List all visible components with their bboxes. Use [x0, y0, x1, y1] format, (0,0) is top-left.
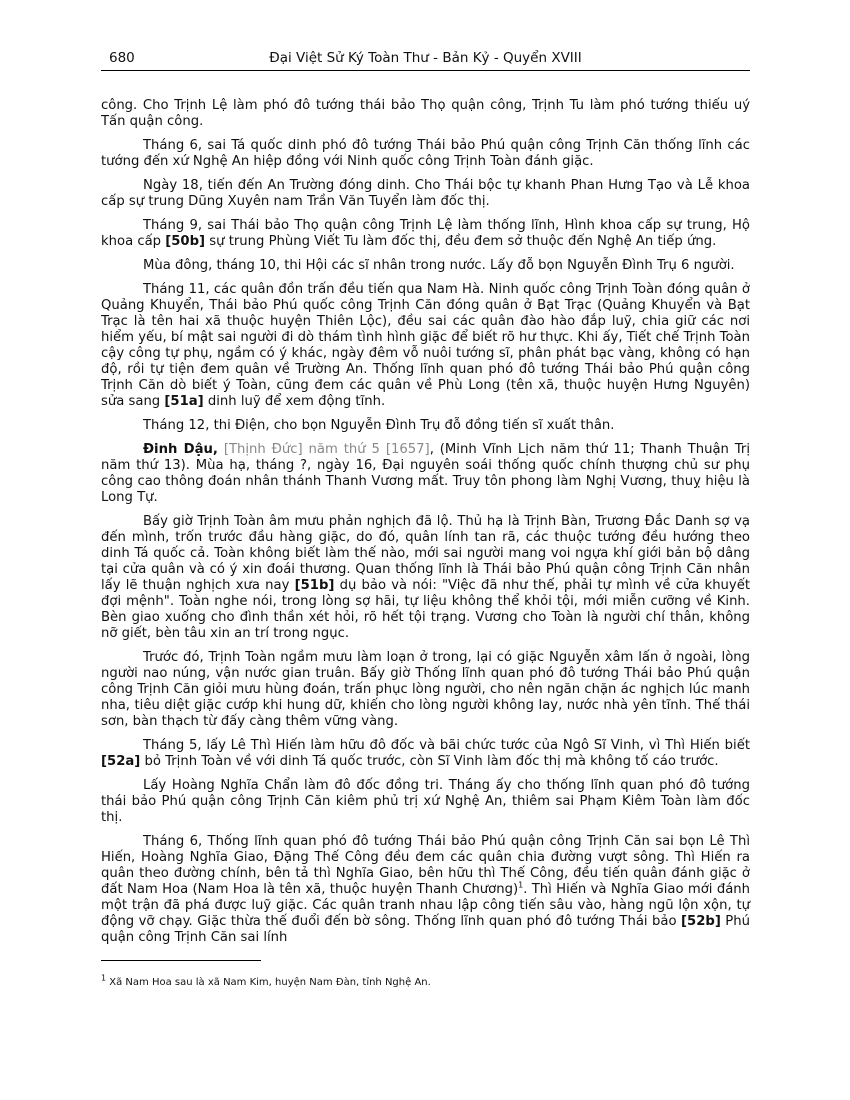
- paragraph-text: Tháng 11, các quân đồn trấn đều tiến qua Nam Hà. Ninh quốc công Trịnh Toàn đóng quân ở Quảng Khuyển, Thái bảo Phú quốc công Trịnh Căn đóng quân ở Bạt Trạc (Quảng Khuyển và Bạt Trạc là tên hai xã thuộc huyện Thiên Lộc), đều sai các quân đào hào đắp luỹ, chia giữ các nơi hiểm yếu, bí mật sai người đi dò thám tình hình giặc để biết rõ hư thực. Khi ấy, Tiết chế Trịnh Toàn cậy công tự phụ, ngầm có ý khác, ngày đêm vỗ nuôi tướng sĩ, phân phát bạc vàng, không có hạn độ, rồi tự tiện đem quân về Trường An. Thống lĩnh quan phó đô tướng Thái bảo Phú quận công Trịnh Căn dò biết ý Toàn, cũng đem các quân về Phù Long (tên xã, thuộc huyện Hưng Nguyên) sửa sang: [101, 282, 750, 409]
- paragraph-6: [101, 282, 750, 410]
- paragraph-4: [101, 218, 750, 250]
- folio-ref: [51b]: [294, 578, 335, 593]
- year-heading: Đinh Dậu,: [143, 442, 218, 457]
- running-title: Đại Việt Sử Ký Toàn Thư - Bản Kỷ - Quyển XVIII: [269, 50, 582, 66]
- paragraph-7: Tháng 12, thi Điện, cho bọn Nguyễn Đình Trụ đỗ đồng tiến sĩ xuất thân.: [143, 418, 615, 433]
- folio-ref: [50b]: [165, 234, 206, 249]
- page-number: 680: [109, 50, 135, 66]
- paragraph-text: Phú quận công Trịnh Căn sai lính: [101, 914, 750, 945]
- paragraph-9: [101, 514, 750, 642]
- paragraph-1: công. Cho Trịnh Lệ làm phó đô tướng thái bảo Thọ quận công, Trịnh Tu làm phó tướng thiếu uý Tấn quận công.: [101, 98, 750, 129]
- footnote: [101, 973, 750, 989]
- folio-ref: [52b]: [681, 914, 721, 929]
- folio-ref: [51a]: [164, 394, 204, 409]
- paragraph-13: [101, 834, 750, 946]
- paragraph-2: Tháng 6, sai Tá quốc dinh phó đô tướng Thái bảo Phú quận công Trịnh Căn thống lĩnh các tướng đến xứ Nghệ An hiệp đồng với Ninh quốc công Trịnh Toàn đánh giặc.: [101, 138, 750, 169]
- paragraph-text: dinh luỹ để xem động tĩnh.: [203, 394, 386, 409]
- paragraph-text: dụ bảo và nói: "Việc đã như thế, phải tự mình về cửa khuyết đợi mệnh". Toàn nghe nói, trong lòng sợ hãi, tự liệu không thể khỏi tội, mới miễn cưỡng về Kinh. Bèn giao xuống cho đình thần xét hỏi, rõ hết tội trạng. Vương cho Toàn là người chí thân, không nỡ giết, bèn tâu xin an trí trong ngục.: [101, 578, 751, 641]
- paragraph-12: Lấy Hoàng Nghĩa Chẩn làm đô đốc đồng tri. Tháng ấy cho thống lĩnh quan phó đô tướng thái bảo Phú quận công Trịnh Căn kiêm phủ trị xứ Nghệ An, thiêm sai Phạm Kiêm Toàn làm đốc thị.: [101, 778, 750, 825]
- footnote-divider: [101, 960, 261, 961]
- paragraph-text: Bấy giờ Trịnh Toàn âm mưu phản nghịch đã lộ. Thủ hạ là Trịnh Bàn, Trương Đắc Danh sợ vạ đến mình, trốn trước đầu hàng giặc, do đó, quân lính tan rã, các thuộc tướng đều hướng theo dinh Tá quốc cả. Toàn không biết làm thế nào, mới sai người mang voi ngựa khí giới bản bộ dâng tại cửa quân và có ý xin đoái thương. Quan thống lĩnh là Thái bảo Phú quận công Trịnh Căn nhân lấy lẽ thuận nghịch xưa nay: [101, 514, 750, 593]
- paragraph-11: [101, 738, 750, 770]
- paragraph-text: Tháng 9, sai Thái bảo Thọ quận công Trịnh Lệ làm thống lĩnh, Hình khoa cấp sự trung, Hộ khoa cấp: [101, 218, 750, 249]
- paragraph-10: Trước đó, Trịnh Toàn ngầm mưu làm loạn ở trong, lại có giặc Nguyễn xâm lấn ở ngoài, lòng người nao núng, vận nước gian truân. Bấy giờ Thống lĩnh quan phó đô tướng Thái bảo Phú quận công Trịnh Căn giỏi mưu hùng đoán, trấn phục lòng người, cho nên ngăn chặn ác nghịch lúc manh nha, tiêu diệt giặc cướp khi hung dữ, khiến cho lòng người không lay, nước nhà yên tĩnh. Thế thái sơn, bàn thạch từ đấy càng thêm vững vàng.: [101, 650, 750, 729]
- paragraph-text: , (Minh Vĩnh Lịch năm thứ 11; Thanh Thuận Trị năm thứ 13). Mùa hạ, tháng ?, ngày 16, Đại nguyên soái thống quốc chính thượng chủ sư phụ công cao thông đoán nhân thánh Thanh Vương mất. Truy tôn phong làm Nghị Vương, thuỵ hiệu là Long Tự.: [101, 442, 750, 505]
- page-header: [101, 50, 750, 71]
- paragraph-8: [101, 442, 750, 506]
- paragraph-5: Mùa đông, tháng 10, thi Hội các sĩ nhân trong nước. Lấy đỗ bọn Nguyễn Đình Trụ 6 người.: [143, 258, 735, 273]
- footnote-marker[interactable]: 1: [518, 880, 524, 890]
- body-text: [101, 98, 750, 946]
- paragraph-text: Tháng 5, lấy Lê Thì Hiến làm hữu đô đốc và bãi chức tước của Ngô Sĩ Vinh, vì Thì Hiến biết: [143, 738, 750, 753]
- footnote-number: 1: [101, 973, 107, 983]
- paragraph-text: . Thì Hiến và Nghĩa Giao mới đánh một trận đã phá được luỹ giặc. Các quân tranh nhau lập công tiến sâu vào, hàng ngũ lộn xộn, tự động vỡ chạy. Giặc thừa thế đuổi đến bờ sông. Thống lĩnh quan phó đô tướng Thái bảo: [101, 882, 750, 929]
- footnote-text: Xã Nam Hoa sau là xã Nam Kim, huyện Nam Đàn, tỉnh Nghệ An.: [106, 977, 431, 988]
- folio-ref: [52a]: [101, 754, 141, 769]
- paragraph-text: sự trung Phùng Viết Tu làm đốc thị, đều đem sở thuộc đến Nghệ An tiếp ứng.: [205, 234, 717, 249]
- paragraph-text: bỏ Trịnh Toàn về với dinh Tá quốc trước, còn Sĩ Vinh làm đốc thị mà không tố cáo trước.: [140, 754, 719, 769]
- era-name: [Thịnh Đức] năm thứ 5 [1657]: [217, 442, 430, 457]
- paragraph-3: Ngày 18, tiến đến An Trường đóng dinh. Cho Thái bộc tự khanh Phan Hưng Tạo và Lễ khoa cấp sự trung Dũng Xuyên nam Trần Văn Tuyển làm đốc thị.: [101, 178, 750, 209]
- paragraph-text: Tháng 6, Thống lĩnh quan phó đô tướng Thái bảo Phú quận công Trịnh Căn sai bọn Lê Thì Hiến, Hoàng Nghĩa Giao, Đặng Thế Công đều đem các quân chia đường vượt sông. Thì Hiến ra quân theo đường chính, bên tả thì Nghĩa Giao, bên hữu thì Thế Công, đều tiến quân đánh giặc ở đất Nam Hoa (Nam Hoa là tên xã, thuộc huyện Thanh Chương): [101, 834, 750, 897]
